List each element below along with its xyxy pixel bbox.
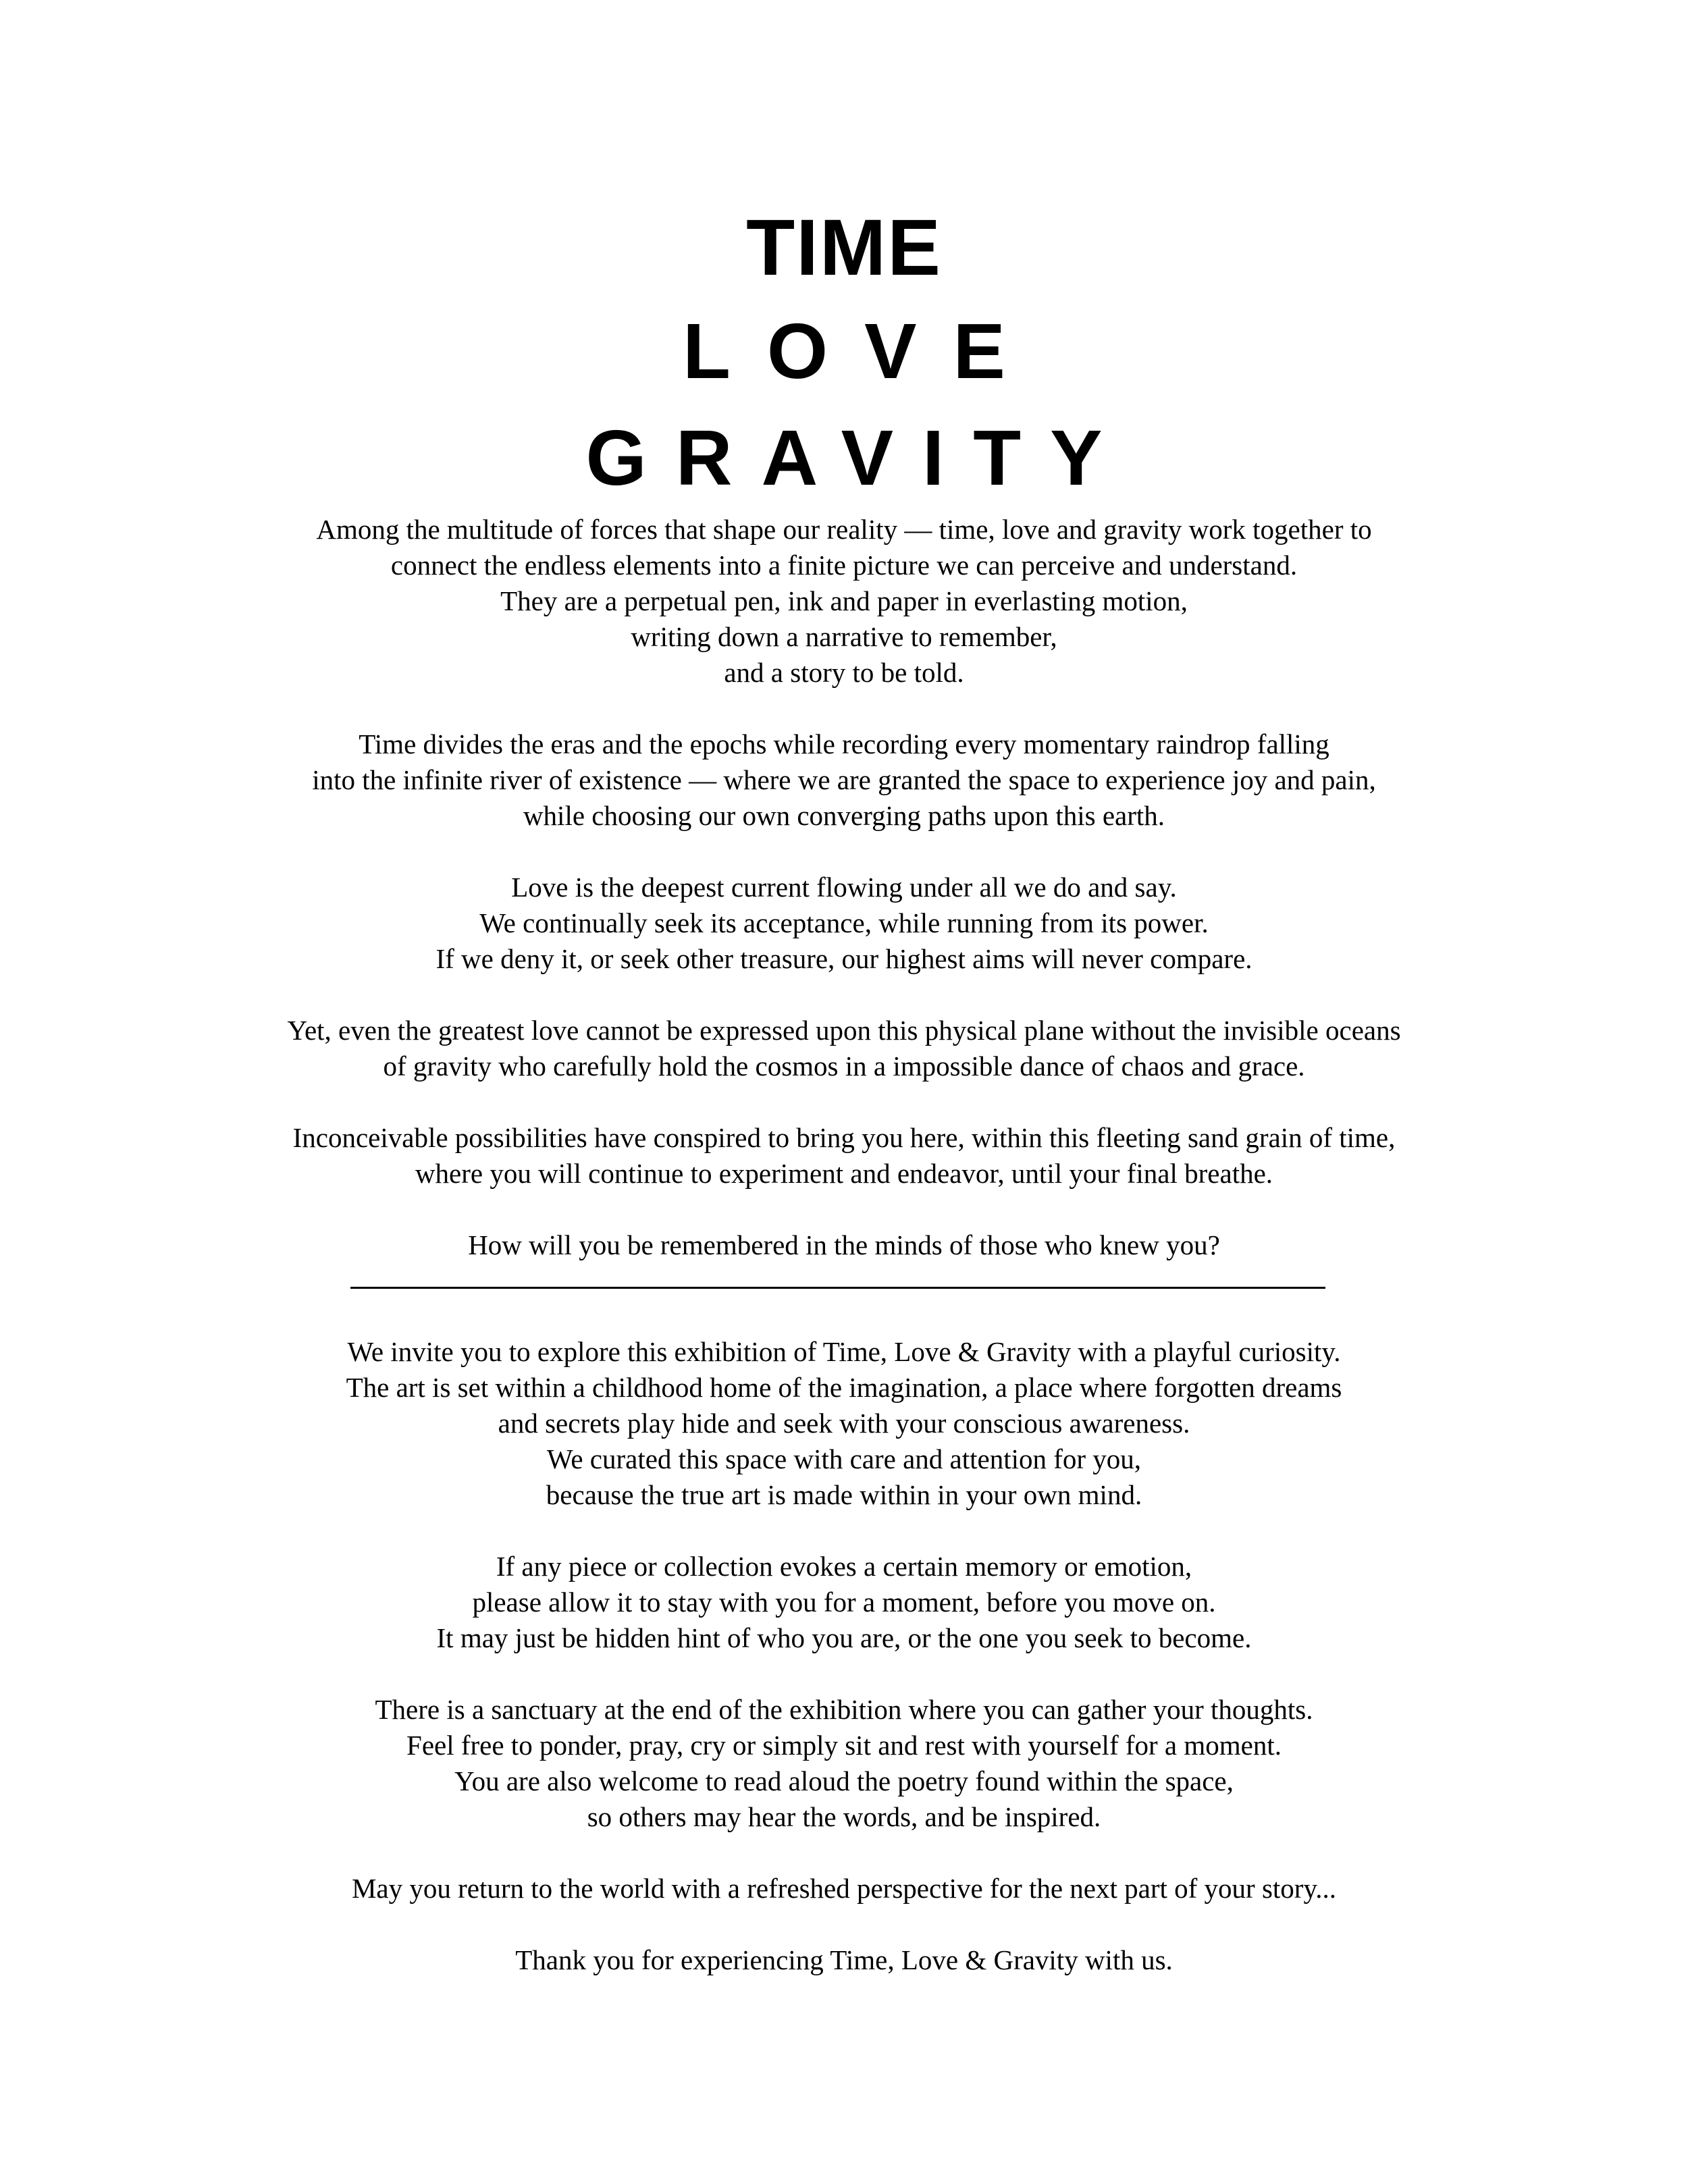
text-line: They are a perpetual pen, ink and paper in everlasting motion, (500, 585, 1188, 616)
text-line: It may just be hidden hint of who you are, or the one you seek to become. (436, 1622, 1252, 1653)
text-line: please allow it to stay with you for a moment, before you move on. (472, 1587, 1216, 1618)
paragraph (101, 1549, 1587, 1656)
paragraph (101, 870, 1587, 977)
title-love: LOVE (683, 307, 1042, 395)
text-line: If any piece or collection evokes a certain memory or emotion, (496, 1551, 1192, 1582)
text-line: because the true art is made within in your own mind. (546, 1479, 1142, 1510)
paragraph (101, 1120, 1587, 1192)
text-line: We invite you to explore this exhibition of Time, Love & Gravity with a playful curiosity. (347, 1336, 1341, 1367)
text-line: Time divides the eras and the epochs while recording every momentary raindrop falling (359, 728, 1329, 760)
divider-rule (350, 1287, 1325, 1289)
text-line: Love is the deepest current flowing under all we do and say. (511, 872, 1177, 903)
text-line: and secrets play hide and seek with your conscious awareness. (498, 1408, 1190, 1439)
title-gravity: GRAVITY (585, 414, 1132, 502)
paragraph (101, 1334, 1587, 1513)
paragraph (101, 1692, 1587, 1835)
paragraph (101, 1227, 1587, 1263)
text-line: writing down a narrative to remember, (631, 621, 1057, 652)
text-line: May you return to the world with a refreshed perspective for the next part of your story... (351, 1873, 1337, 1904)
text-line: and a story to be told. (724, 657, 964, 688)
text-line: We continually seek its acceptance, while running from its power. (479, 907, 1209, 938)
thank-you-line: Thank you for experiencing Time, Love & Gravity with us. (515, 1944, 1173, 1975)
text-line: where you will continue to experiment and endeavor, until your final breathe. (415, 1158, 1273, 1189)
text-line: We curated this space with care and attention for you, (546, 1443, 1142, 1474)
paragraph (101, 1871, 1587, 1907)
text-line: Yet, even the greatest love cannot be expressed upon this physical plane without the invisible oceans (287, 1015, 1401, 1046)
paragraph (101, 512, 1587, 691)
paragraph (101, 726, 1587, 834)
invitation-text-block (101, 1334, 1587, 1978)
text-line: Inconceivable possibilities have conspired to bring you here, within this fleeting sand grain of time, (292, 1122, 1396, 1153)
text-line: so others may hear the words, and be inspired. (587, 1801, 1101, 1832)
text-line: There is a sanctuary at the end of the exhibition where you can gather your thoughts. (375, 1694, 1313, 1725)
text-line: connect the endless elements into a finite picture we can perceive and understand. (390, 550, 1298, 581)
text-line: while choosing our own converging paths upon this earth. (523, 800, 1165, 831)
text-line: Among the multitude of forces that shape our reality — time, love and gravity work together to (316, 514, 1372, 545)
paragraph (101, 1942, 1587, 1978)
text-line: The art is set within a childhood home of the imagination, a place where forgotten dreams (346, 1372, 1342, 1403)
text-line: into the infinite river of existence — where we are granted the space to experience joy and pain, (312, 764, 1376, 795)
title-time: TIME (746, 203, 942, 292)
closing-question: How will you be remembered in the minds of those who knew you? (468, 1229, 1220, 1260)
paragraph (101, 1013, 1587, 1084)
intro-text-block (101, 512, 1587, 1263)
text-line: You are also welcome to read aloud the poetry found within the space, (454, 1765, 1234, 1796)
text-line: Feel free to ponder, pray, cry or simply sit and rest with yourself for a moment. (406, 1730, 1282, 1761)
text-line: of gravity who carefully hold the cosmos in a impossible dance of chaos and grace. (383, 1050, 1305, 1082)
text-line: If we deny it, or seek other treasure, our highest aims will never compare. (436, 943, 1252, 974)
